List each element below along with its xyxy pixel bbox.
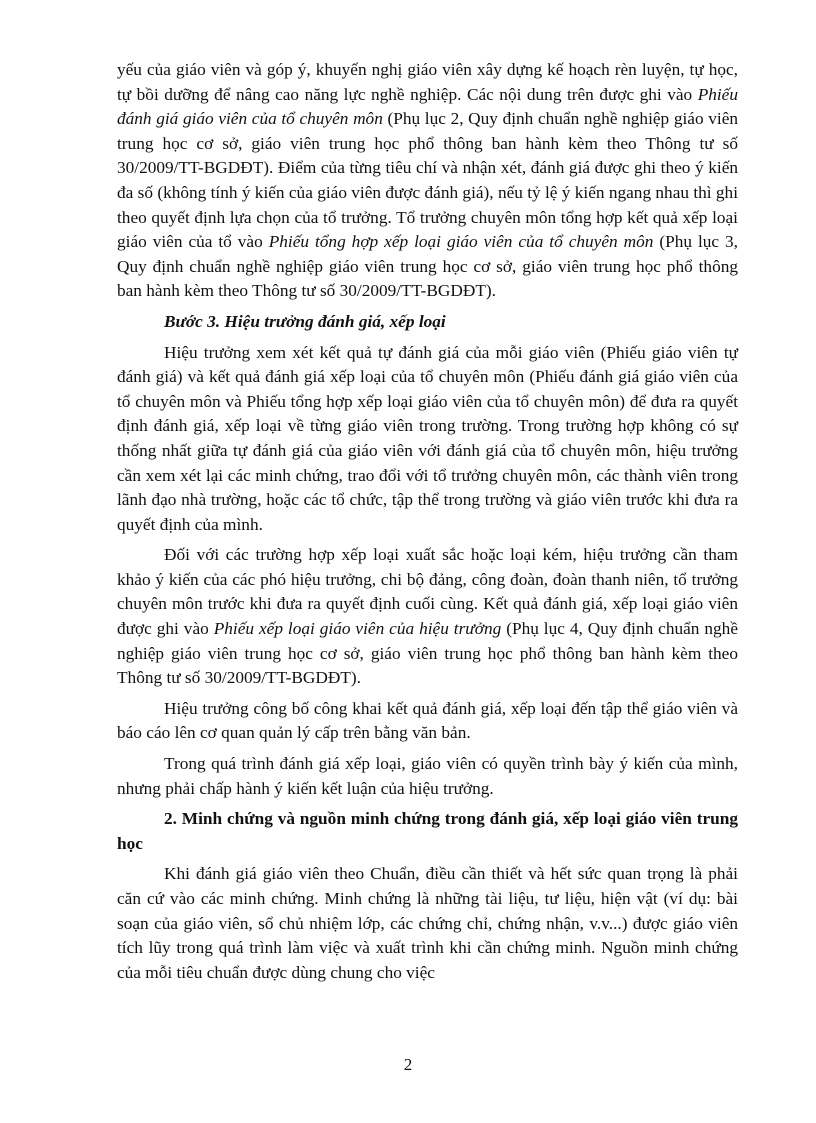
paragraph-6: Khi đánh giá giáo viên theo Chuẩn, điều cần thiết và hết sức quan trọng là phải căn cứ vào các minh chứng. Minh chứng là những tài liệu, tư liệu, hiện vật (ví dụ: bài soạn của giáo viên, sổ chủ nhiệm lớp, các chứng chỉ, chứng nhận, v.v...) được giáo viên tích lũy trong quá trình làm việc và xuất trình khi cần chứng minh. Nguồn minh chứng của mỗi tiêu chuẩn được dùng chung cho việc — [117, 864, 738, 982]
form-name-summary: Phiếu tổng hợp xếp loại giáo viên của tổ chuyên môn — [268, 232, 654, 252]
form-name-teacher-evaluation: Phiếu đánh giá giáo viên của tổ chuyên môn — [117, 84, 738, 129]
form-name-principal: Phiếu xếp loại giáo viên của hiệu trưởng — [213, 619, 502, 639]
heading-section-2: 2. Minh chứng và nguồn minh chứng trong đánh giá, xếp loại giáo viên trung học — [117, 809, 738, 853]
paragraph-1: yếu của giáo viên và góp ý, khuyến nghị giáo viên xây dựng kế hoạch rèn luyện, tự học, tự bồi dưỡng để nâng cao năng lực nghề nghiệp. Các nội dung trên được ghi vào Phiếu đánh giá giáo viên của tổ chuyên môn (Phụ lục 2, Quy định chuẩn nghề nghiệp giáo viên trung học cơ sở, giáo viên trung học phổ thông ban hành kèm theo Thông tư số 30/2009/TT-BGDĐT). Điểm của từng tiêu chí và nhận xét, đánh giá được ghi theo ý kiến đa số (không tính ý kiến của giáo viên được đánh giá), nếu tỷ lệ ý kiến ngang nhau thì ghi theo quyết định lựa chọn của tổ trưởng. Tổ trưởng chuyên môn tổng hợp kết quả xếp loại giáo viên của tổ vào Phiếu tổng hợp xếp loại giáo viên của tổ chuyên môn (Phụ lục 3, Quy định chuẩn nghề nghiệp giáo viên trung học cơ sở, giáo viên trung học phổ thông ban hành kèm theo Thông tư số 30/2009/TT-BGDĐT). — [117, 60, 739, 301]
document-body — [117, 58, 738, 985]
page-number: 2 — [403, 1055, 413, 1074]
paragraph-3: Đối với các trường hợp xếp loại xuất sắc hoặc loại kém, hiệu trưởng cần tham khảo ý kiến của các phó hiệu trưởng, chi bộ đảng, công đoàn, đoàn thanh niên, tổ trưởng chuyên môn trước khi đưa ra quyết định cuối cùng. Kết quả đánh giá, xếp loại giáo viên được ghi vào Phiếu xếp loại giáo viên của hiệu trưởng (Phụ lục 4, Quy định chuẩn nghề nghiệp giáo viên trung học cơ sở, giáo viên trung học phổ thông ban hành kèm theo Thông tư số 30/2009/TT-BGDĐT). — [117, 545, 738, 688]
paragraph-5: Trong quá trình đánh giá xếp loại, giáo viên có quyền trình bày ý kiến của mình, nhưng phải chấp hành ý kiến kết luận của hiệu trưởng. — [117, 754, 738, 798]
paragraph-2: Hiệu trưởng xem xét kết quả tự đánh giá của mỗi giáo viên (Phiếu giáo viên tự đánh giá) và kết quả đánh giá xếp loại của tổ chuyên môn (Phiếu đánh giá giáo viên của tổ chuyên môn và Phiếu tổng hợp xếp loại giáo viên của tổ chuyên môn) để đưa ra quyết định đánh giá, xếp loại về từng giáo viên trong trường. Trong trường hợp không có sự thống nhất giữa tự đánh giá của giáo viên với đánh giá của tổ chuyên môn, hiệu trưởng cần xem xét lại các minh chứng, trao đổi với tổ trưởng chuyên môn, các thành viên trong lãnh đạo nhà trường, hoặc các tổ chức, tập thể trong trường và giáo viên trước khi đưa ra quyết định của mình. — [117, 342, 738, 534]
heading-step-3: Bước 3. Hiệu trưởng đánh giá, xếp loại — [164, 311, 446, 331]
paragraph-4: Hiệu trưởng công bố công khai kết quả đánh giá, xếp loại đến tập thể giáo viên và báo cáo lên cơ quan quản lý cấp trên bằng văn bản. — [117, 698, 738, 743]
